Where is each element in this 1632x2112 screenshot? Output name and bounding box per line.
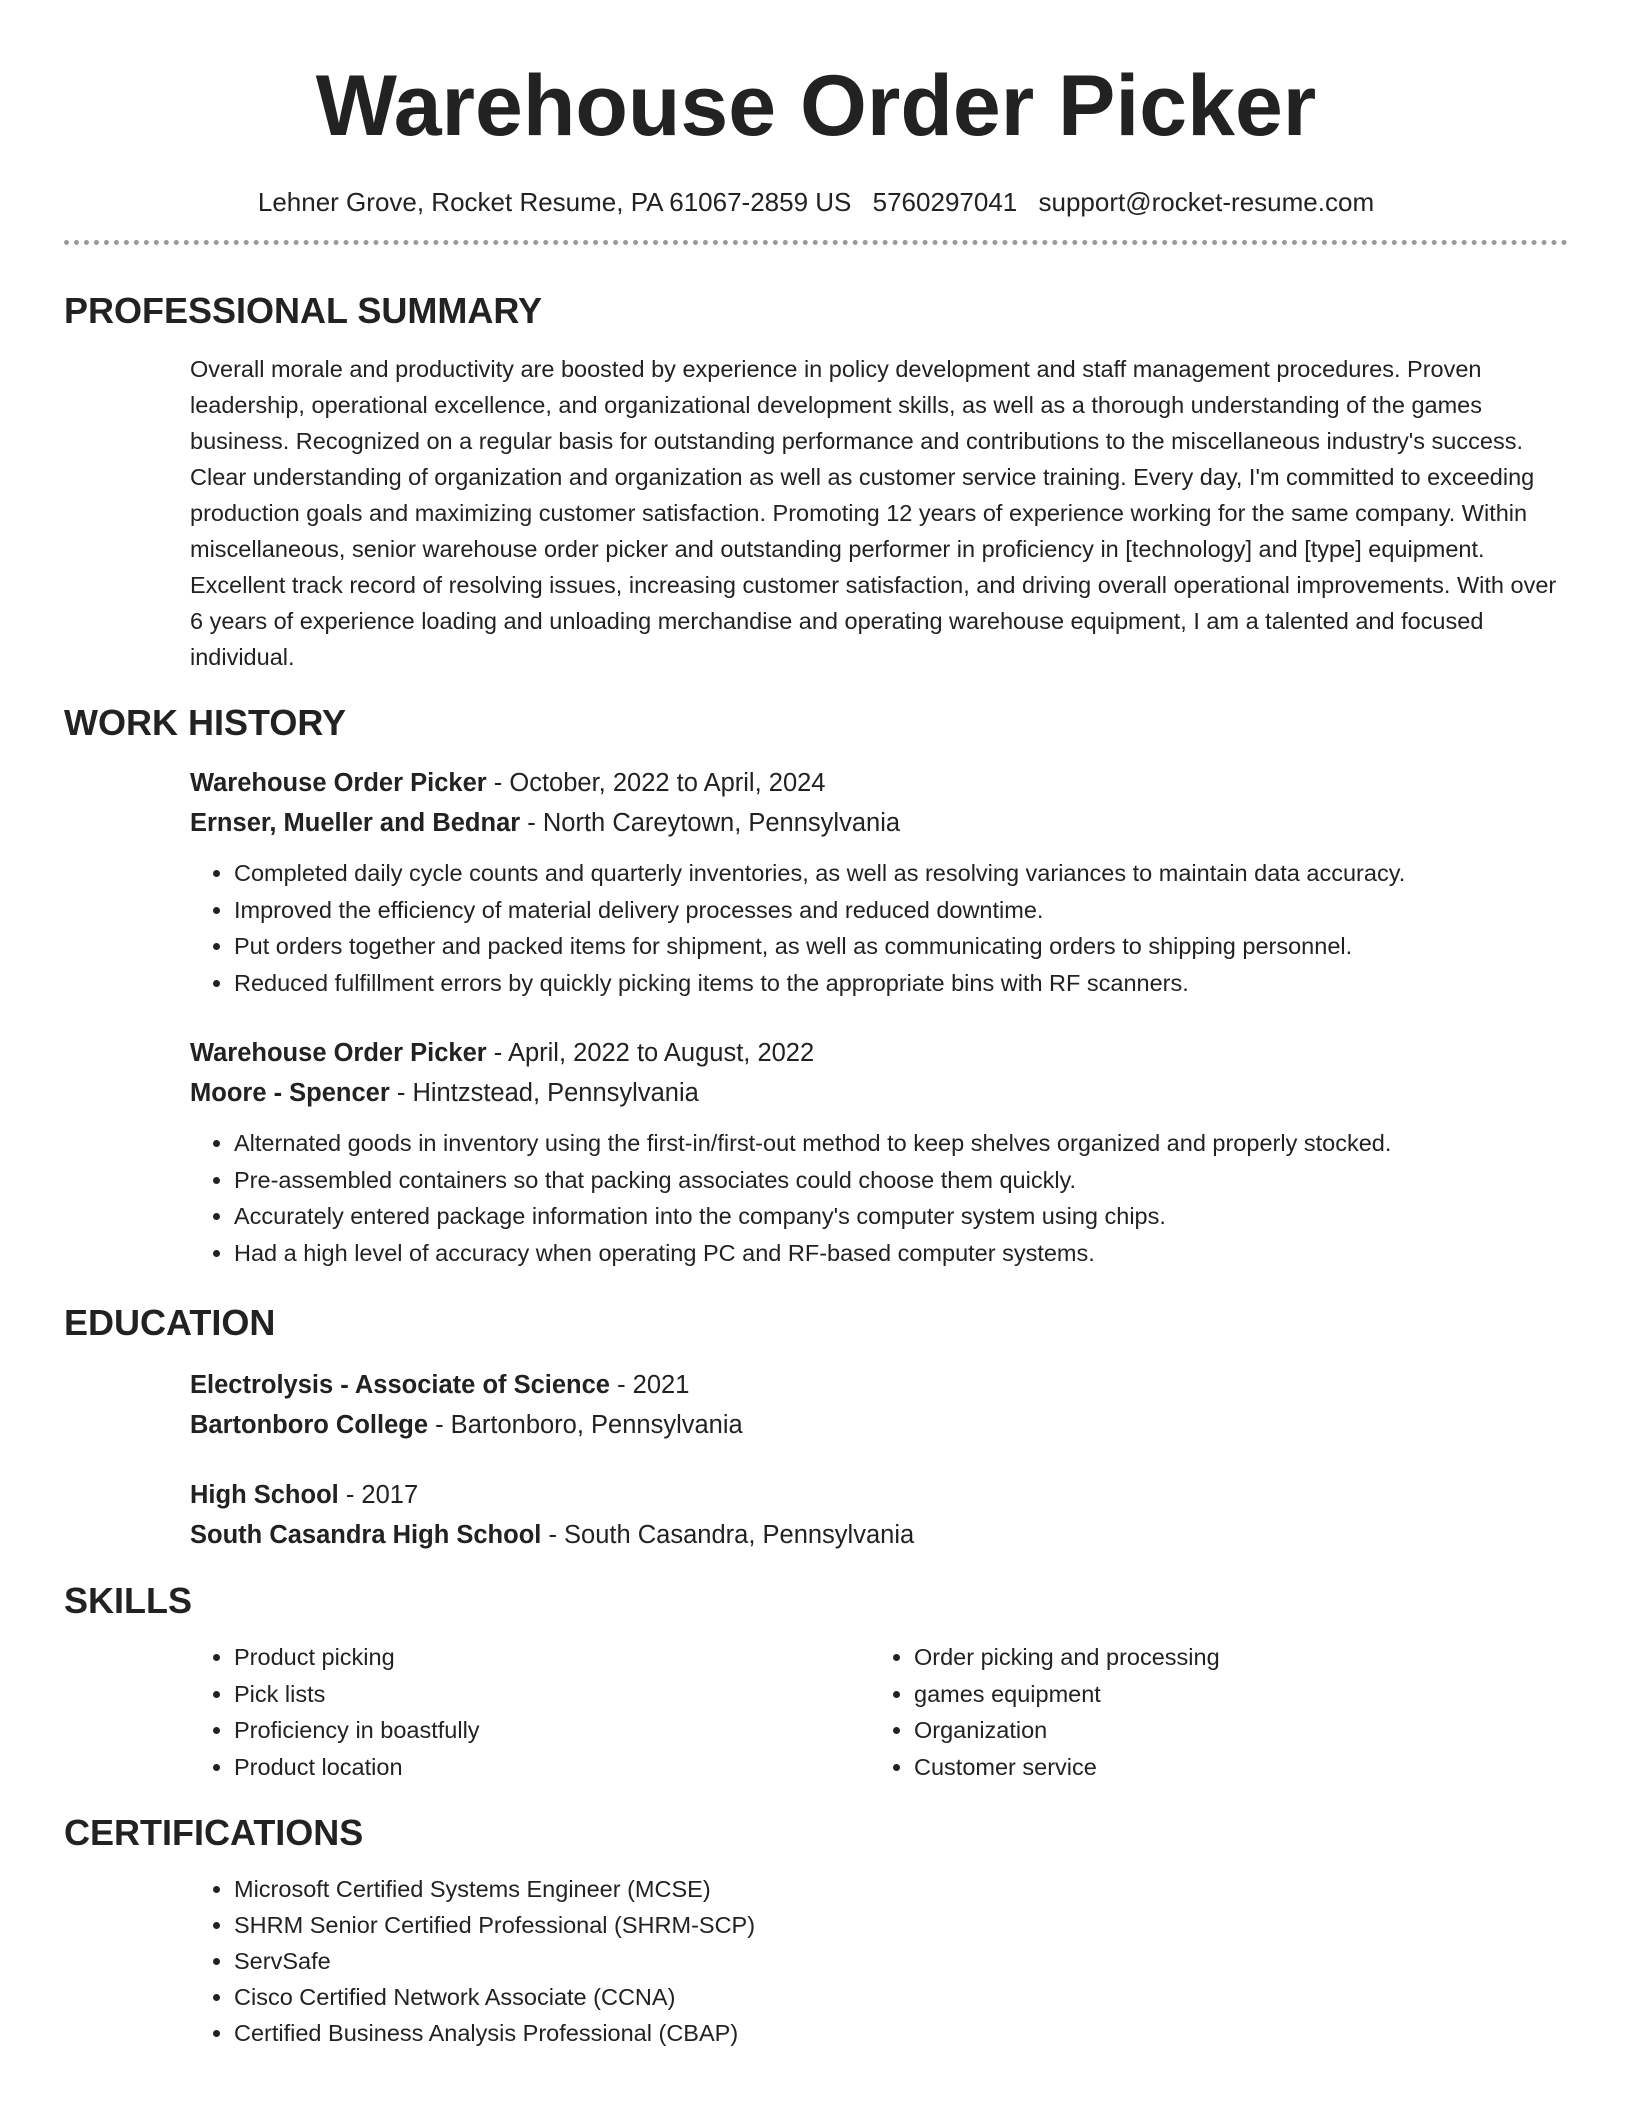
education-year: - 2021: [617, 1371, 690, 1399]
list-item: • Cisco Certified Network Associate (CCNA): [234, 1979, 1568, 2015]
contact-address: Lehner Grove, Rocket Resume, PA 61067-2859 US: [257, 187, 852, 217]
list-item: • Accurately entered package information into the company's computer system using chips.: [234, 1198, 1568, 1235]
contact-line: [64, 184, 1568, 220]
summary-text: Overall morale and productivity are boosted by experience in policy development and staff management procedures. Proven leadership, operational excellence, and organizational development skills, as well as a thorough understanding of the games business. Recognized on a regular basis for outstanding performance and contributions to the miscellaneous industry's success. Clear understanding of organization and organization as well as customer service training. Every day, I'm committed to exceeding production goals and maximizing customer satisfaction. Promoting 12 years of experience working for the same company. Within miscellaneous, senior warehouse order picker and outstanding performer in proficiency in [technology] and [type] equipment. Excellent track record of resolving issues, increasing customer satisfaction, and driving overall operational improvements. With over 6 years of experience loading and unloading merchandise and operating warehouse equipment, I am a talented and focused individual.: [190, 356, 1557, 670]
education-degree: Electrolysis - Associate of Science: [190, 1371, 610, 1399]
job-company-line: [190, 803, 1568, 843]
education-degree-line: [190, 1475, 1568, 1515]
education-location: - South Casandra, Pennsylvania: [548, 1521, 915, 1549]
education-section: [64, 1301, 1568, 1555]
job-entry: [190, 763, 1568, 1001]
list-item: • Organization: [914, 1712, 1550, 1749]
job-company: Moore - Spencer: [190, 1079, 390, 1107]
education-entry: [190, 1365, 1568, 1445]
education-degree: High School: [190, 1481, 339, 1509]
section-title-certifications: CERTIFICATIONS: [64, 1812, 364, 1853]
education-entry: [190, 1475, 1568, 1555]
list-item: • Pre-assembled containers so that packing associates could choose them quickly.: [234, 1162, 1568, 1199]
section-title-skills: SKILLS: [64, 1580, 193, 1621]
job-company-line: [190, 1073, 1568, 1113]
list-item: • Proficiency in boastfully: [234, 1712, 870, 1749]
section-title-summary: PROFESSIONAL SUMMARY: [64, 290, 543, 331]
list-item: • Reduced fulfillment errors by quickly picking items to the appropriate bins with RF scanners.: [234, 965, 1568, 1002]
list-item: • Product picking: [234, 1639, 870, 1676]
certifications-items: [190, 1871, 1568, 2051]
education-degree-line: [190, 1365, 1568, 1405]
list-item: • Alternated goods in inventory using the first-in/first-out method to keep shelves organized and properly stocked.: [234, 1125, 1568, 1162]
education-school-line: [190, 1405, 1568, 1445]
section-title-work: WORK HISTORY: [64, 702, 347, 743]
job-bullets: [190, 855, 1568, 1001]
job-location: - Hintzstead, Pennsylvania: [396, 1079, 699, 1107]
job-role-line: [190, 763, 1568, 803]
job-role: Warehouse Order Picker: [190, 1039, 487, 1067]
list-item: • Microsoft Certified Systems Engineer (MCSE): [234, 1871, 1568, 1907]
job-company: Ernser, Mueller and Bednar: [190, 809, 521, 837]
education-school-line: [190, 1515, 1568, 1555]
skills-right-list: [870, 1639, 1550, 1785]
certifications-list: [190, 1871, 1568, 2051]
job-entry: [190, 1033, 1568, 1271]
list-item: • SHRM Senior Certified Professional (SHRM-SCP): [234, 1907, 1568, 1943]
certifications-section: [64, 1811, 1568, 2051]
list-item: • Completed daily cycle counts and quarterly inventories, as well as resolving variances to maintain data accuracy.: [234, 855, 1568, 892]
job-dates: - October, 2022 to April, 2024: [493, 769, 826, 797]
list-item: • Product location: [234, 1749, 870, 1786]
list-item: • Order picking and processing: [914, 1639, 1550, 1676]
job-bullets: [190, 1125, 1568, 1271]
job-dates: - April, 2022 to August, 2022: [493, 1039, 815, 1067]
contact-phone: 5760297041: [872, 187, 1018, 217]
education-school: South Casandra High School: [190, 1521, 542, 1549]
skills-section: [64, 1579, 1568, 1785]
education-school: Bartonboro College: [190, 1411, 429, 1439]
list-item: • Improved the efficiency of material delivery processes and reduced downtime.: [234, 892, 1568, 929]
list-item: • Had a high level of accuracy when operating PC and RF-based computer systems.: [234, 1235, 1568, 1272]
job-location: - North Careytown, Pennsylvania: [527, 809, 901, 837]
job-role: Warehouse Order Picker: [190, 769, 487, 797]
list-item: • Put orders together and packed items for shipment, as well as communicating orders to shipping personnel.: [234, 928, 1568, 965]
contact-email: support@rocket-resume.com: [1038, 187, 1375, 217]
list-item: • Pick lists: [234, 1676, 870, 1713]
list-item: • games equipment: [914, 1676, 1550, 1713]
education-location: - Bartonboro, Pennsylvania: [435, 1411, 743, 1439]
education-year: - 2017: [345, 1481, 419, 1509]
summary-section: [64, 289, 1568, 675]
section-title-education: EDUCATION: [64, 1302, 276, 1343]
skills-left-list: [190, 1639, 870, 1785]
header-divider: [64, 240, 1568, 245]
job-role-line: [190, 1033, 1568, 1073]
resume-name: Warehouse Order Picker: [315, 58, 1317, 154]
work-section: [64, 701, 1568, 1271]
list-item: • Certified Business Analysis Professional (CBAP): [234, 2015, 1568, 2051]
skills-columns: [190, 1639, 1568, 1785]
list-item: • Customer service: [914, 1749, 1550, 1786]
list-item: • ServSafe: [234, 1943, 1568, 1979]
